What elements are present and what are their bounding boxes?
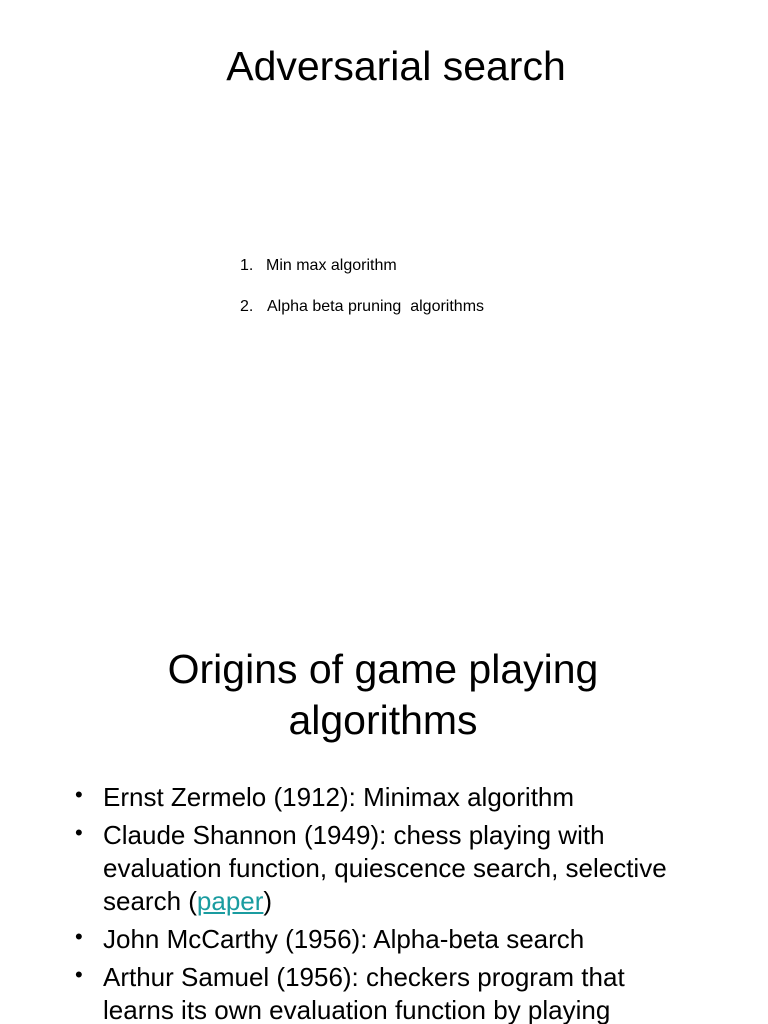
bullet-icon: • (75, 962, 83, 987)
slide-title-line: algorithms (288, 697, 478, 743)
slide-title-line: Origins of game playing (167, 646, 599, 692)
bullet-text: John McCarthy (1956): Alpha-beta search (103, 924, 585, 954)
list-item-text: Alpha beta pruning algorithms (267, 298, 485, 315)
list-number: 2. (240, 298, 254, 315)
bullet-text: Ernst Zermelo (1912): Minimax algorithm (103, 782, 575, 812)
list-item-text: Min max algorithm (266, 257, 397, 274)
bullet-item (75, 819, 675, 918)
bullet-icon: • (75, 820, 83, 845)
bullet-text: Claude Shannon (1949): chess playing with evaluation function, quiescence search, selective search ( (103, 820, 667, 916)
bullet-icon: • (75, 782, 83, 807)
bullet-list (75, 781, 675, 1024)
bullet-item (75, 961, 675, 1024)
bullet-text: Arthur Samuel (1956): checkers program that learns its own evaluation function by playing (103, 962, 625, 1024)
list-number: 1. (240, 257, 254, 274)
paper-link[interactable]: paper (196, 886, 264, 916)
slide-title-adversarial-search: Adversarial search (226, 43, 566, 89)
bullet-item (75, 781, 675, 814)
bullet-icon: • (75, 924, 83, 949)
bullet-item (75, 923, 675, 956)
bullet-text-suffix: ) (263, 886, 273, 916)
slide-title-origins (0, 644, 766, 746)
